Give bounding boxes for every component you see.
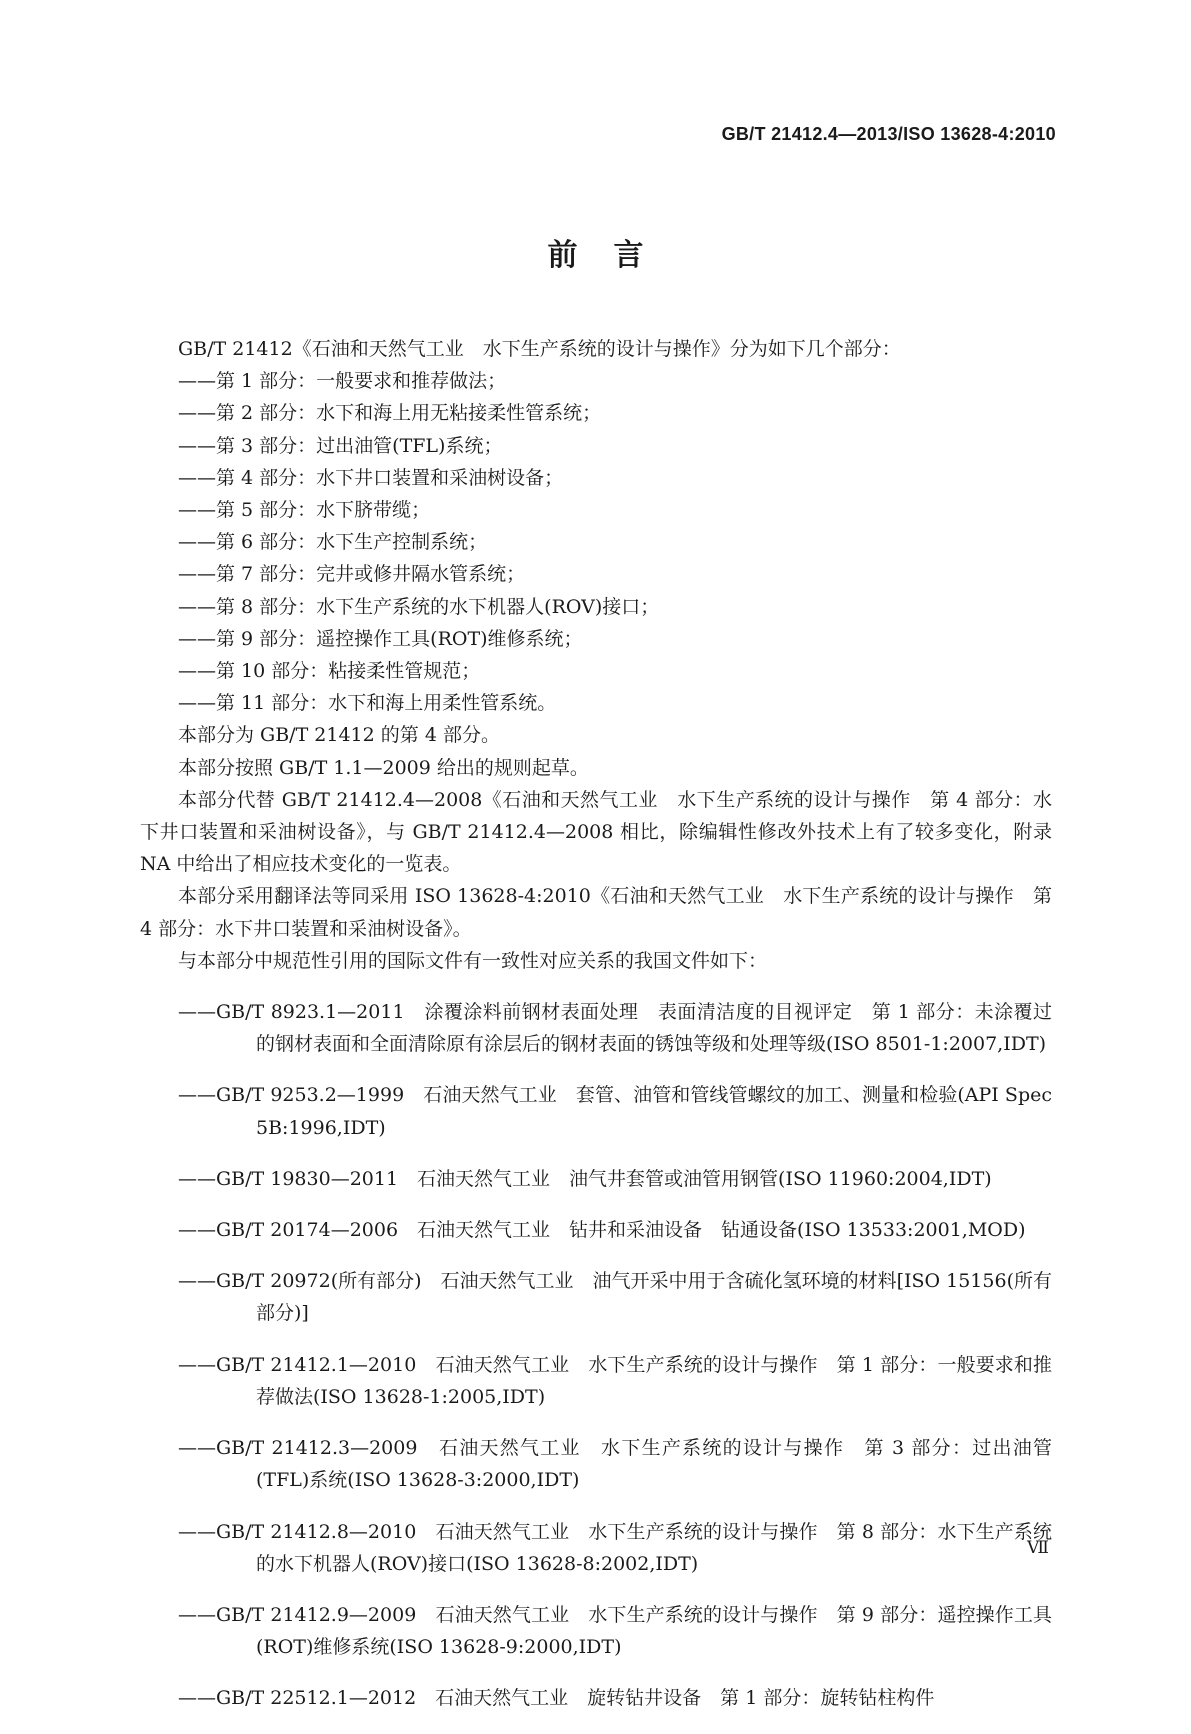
reference-item: ——GB/T 9253.2—1999 石油天然气工业 套管、油管和管线管螺纹的加工、测量和检验(API Spec 5B:1996,IDT): [178, 1084, 1052, 1139]
part-item: ——第 8 部分：水下生产系统的水下机器人(ROV)接口；: [178, 595, 660, 618]
standard-code-header: GB/T 21412.4—2013/ISO 13628-4:2010: [721, 124, 1056, 144]
document-body: [140, 333, 1052, 1734]
part-item: ——第 2 部分：水下和海上用无粘接柔性管系统；: [178, 402, 602, 425]
part-item: ——第 10 部分：粘接柔性管规范；: [178, 660, 481, 683]
body-paragraph: 本部分采用翻译法等同采用 ISO 13628-4:2010《石油和天然气工业 水下生产系统的设计与操作 第 4 部分：水下井口装置和采油树设备》。: [140, 885, 1052, 940]
reference-item: ——GB/T 8923.1—2011 涂覆涂料前钢材表面处理 表面清洁度的目视评定 第 1 部分：未涂覆过的钢材表面和全面清除原有涂层后的钢材表面的锈蚀等级和处理等级(ISO 8501-1:2007,IDT): [178, 1001, 1052, 1056]
body-paragraph: 与本部分中规范性引用的国际文件有一致性对应关系的我国文件如下：: [178, 949, 768, 972]
part-item: ——第 11 部分：水下和海上用柔性管系统。: [178, 692, 557, 715]
reference-item: ——GB/T 21412.9—2009 石油天然气工业 水下生产系统的设计与操作 第 9 部分：遥控操作工具(ROT)维修系统(ISO 13628-9:2000,IDT): [178, 1603, 1052, 1659]
part-item: ——第 4 部分：水下井口装置和采油树设备；: [178, 466, 564, 489]
intro-paragraph: GB/T 21412《石油和天然气工业 水下生产系统的设计与操作》分为如下几个部分：: [178, 338, 901, 360]
reference-item: ——GB/T 20174—2006 石油天然气工业 钻井和采油设备 钻通设备(ISO 13533:2001,MOD): [178, 1219, 1026, 1242]
body-paragraph: 本部分为 GB/T 21412 的第 4 部分。: [178, 724, 500, 747]
page-title: 前言: [547, 238, 680, 273]
reference-item: ——GB/T 19830—2011 石油天然气工业 油气井套管或油管用钢管(ISO 11960:2004,IDT): [178, 1167, 992, 1190]
body-paragraph: 本部分代替 GB/T 21412.4—2008《石油和天然气工业 水下生产系统的设计与操作 第 4 部分：水下井口装置和采油树设备》，与 GB/T 21412.4—2008 相比，除编辑性修改外技术上有了较多变化，附录 NA 中给出了相应技术变化的一览表。: [140, 788, 1052, 876]
part-item: ——第 7 部分：完井或修井隔水管系统；: [178, 563, 526, 586]
body-paragraph: 本部分按照 GB/T 1.1—2009 给出的规则起草。: [178, 756, 589, 779]
page-number: Ⅶ: [1027, 1538, 1049, 1558]
reference-item: ——GB/T 20972(所有部分) 石油天然气工业 油气开采中用于含硫化氢环境的材料[ISO 15156(所有部分)]: [178, 1270, 1052, 1325]
reference-item: ——GB/T 21412.3—2009 石油天然气工业 水下生产系统的设计与操作 第 3 部分：过出油管(TFL)系统(ISO 13628-3:2000,IDT): [178, 1437, 1052, 1492]
reference-item: ——GB/T 21412.1—2010 石油天然气工业 水下生产系统的设计与操作 第 1 部分：一般要求和推荐做法(ISO 13628-1:2005,IDT): [178, 1353, 1052, 1408]
part-item: ——第 3 部分：过出油管(TFL)系统；: [178, 434, 503, 457]
reference-item: ——GB/T 21412.8—2010 石油天然气工业 水下生产系统的设计与操作 第 8 部分：水下生产系统的水下机器人(ROV)接口(ISO 13628-8:2002,IDT): [178, 1520, 1052, 1575]
reference-item: ——GB/T 22512.1—2012 石油天然气工业 旋转钻井设备 第 1 部分：旋转钻柱构件: [178, 1687, 935, 1710]
part-item: ——第 9 部分：遥控操作工具(ROT)维修系统；: [178, 627, 583, 650]
part-item: ——第 6 部分：水下生产控制系统；: [178, 531, 488, 554]
part-item: ——第 5 部分：水下脐带缆；: [178, 499, 431, 522]
part-item: ——第 1 部分：一般要求和推荐做法；: [178, 370, 507, 393]
